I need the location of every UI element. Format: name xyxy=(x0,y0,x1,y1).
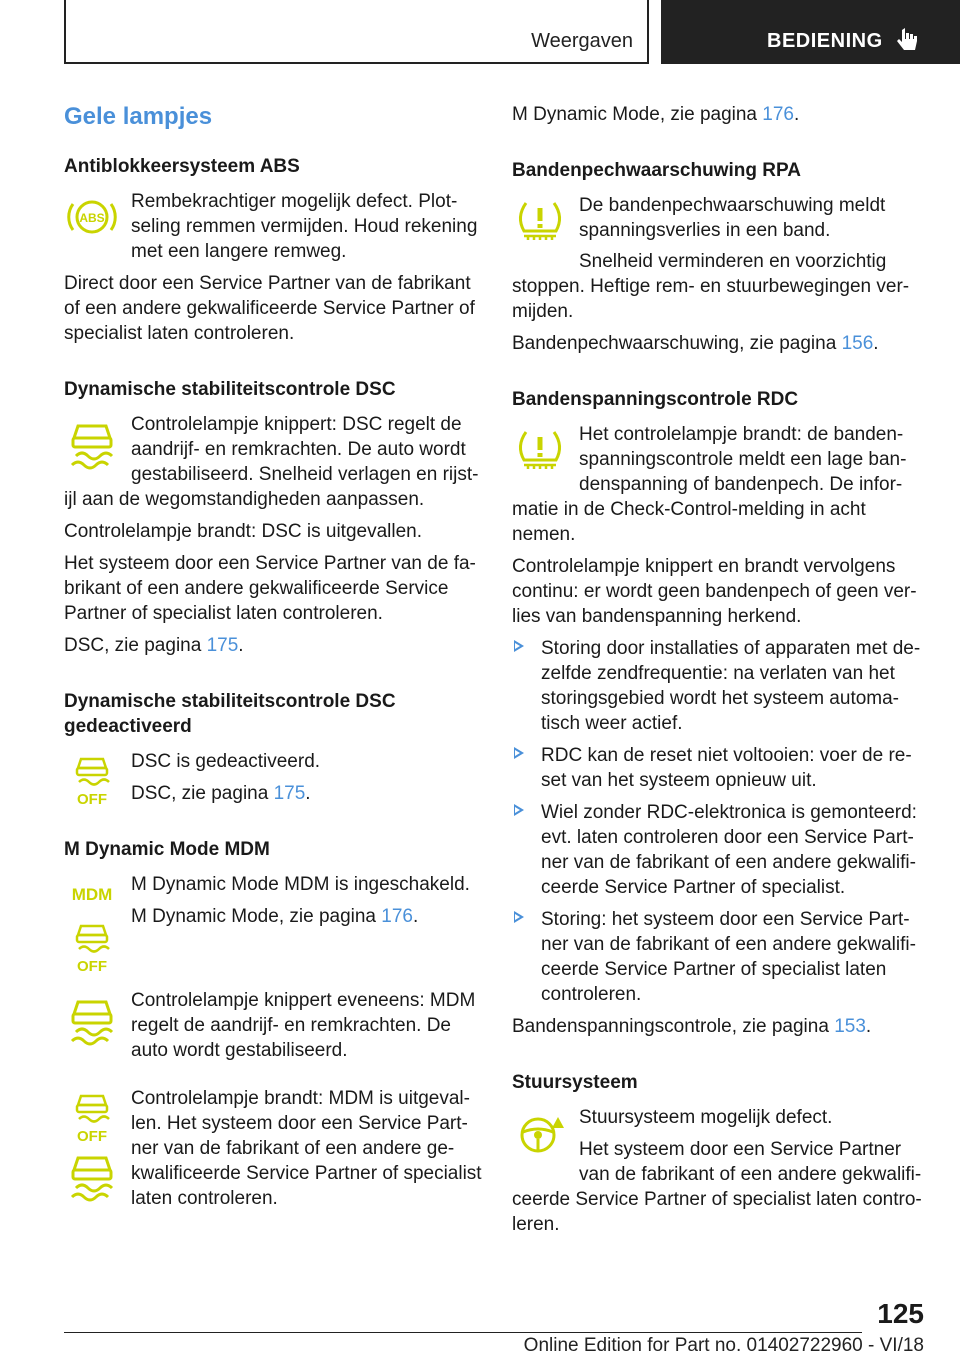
svg-text:MDM: MDM xyxy=(71,885,113,904)
rpa-text-1: De bandenpechwaarschuwing meldt spanningsverlies in een band. xyxy=(579,195,886,241)
mdm-reference-continued: M Dynamic Mode, zie pagina 176. xyxy=(512,104,800,125)
mdm-fail-block xyxy=(64,1086,482,1218)
dsc-off-icon xyxy=(72,1092,112,1144)
rdc-text: Het controlelampje brandt: de banden- spanningscontrole meldt een lage ban- denspanning of bandenpech. De infor- matie in de Check-Control-melding in acht nemen. xyxy=(512,424,907,545)
steer-heading: Stuursysteem xyxy=(512,1072,638,1093)
mdm-blink-block xyxy=(64,988,482,1070)
dsc-reference: DSC, zie pagina 175. xyxy=(64,635,244,656)
rpa-page-link[interactable]: 156 xyxy=(841,333,874,354)
abs-heading: Antiblokkeersysteem ABS xyxy=(64,156,300,177)
rpa-reference: Bandenpechwaarschuwing, zie pagina 156. xyxy=(512,333,879,354)
dsc-off-icon xyxy=(72,755,112,807)
steer-lamp-block xyxy=(512,1105,924,1244)
rpa-text-2: Snelheid verminderen en voorzichtig stoppen. Heftige rem- en stuurbewegingen ver- mijden. xyxy=(512,251,910,322)
footer-divider xyxy=(64,1332,862,1333)
rdc-page-link[interactable]: 153 xyxy=(834,1016,866,1037)
dsc-off-text: DSC is gedeactiveerd. xyxy=(131,751,321,772)
mdm-heading: M Dynamic Mode MDM xyxy=(64,839,270,860)
rdc-bullet-list xyxy=(512,636,924,1007)
dsc-off-heading: Dynamische stabiliteitscontrole DSC gedeactiveerd xyxy=(64,691,396,737)
page-number: 125 xyxy=(877,1298,924,1329)
mdm-fail-text: Controlelampje brandt: MDM is uitgeval- len. Het systeem door een Service Part- ner van de fabrikant of een andere ge- kwalificeerde Service Partner of specialist laten controleren. xyxy=(131,1088,482,1209)
mdm-icon xyxy=(64,878,120,910)
dsc-paragraph-2: Het systeem door een Service Partner van de fa- brikant of een andere gekwalificeerde Service Partner of specialist laten controleren. xyxy=(64,553,476,624)
dsc-page-link[interactable]: 175 xyxy=(206,635,239,656)
header-section: BEDIENING xyxy=(767,30,883,52)
abs-paragraph: Direct door een Service Partner van de fabrikant of een andere gekwalificeerde Service Partner of specialist laten controleren. xyxy=(64,273,475,344)
header-section-tab xyxy=(661,0,960,64)
header-chapter: Weergaven xyxy=(531,30,633,52)
dsc-paragraph-1: Controlelampje brandt: DSC is uitgevallen. xyxy=(64,521,423,542)
header-chapter-tab xyxy=(64,0,649,64)
section-title: Gele lampjes xyxy=(64,103,213,130)
rdc-paragraph-1: Controlelampje knippert en brandt vervolgens continu: er wordt geen bandenpech of geen ver- lies van bandenspanning herkend. xyxy=(512,556,917,627)
mdm-continued-page-link[interactable]: 176 xyxy=(762,104,794,125)
steer-text-1: Stuursysteem mogelijk defect. xyxy=(579,1107,833,1128)
mdm-page-link[interactable]: 176 xyxy=(381,906,413,927)
dsc-lamp-block xyxy=(64,412,482,519)
right-column xyxy=(512,102,924,1244)
dsc-off-page-link[interactable]: 175 xyxy=(273,783,306,804)
rdc-heading: Bandenspanningscontrole RDC xyxy=(512,389,799,410)
steering-warning-icon xyxy=(514,1111,566,1159)
footer-edition: Online Edition for Part no. 01402722960 - VI/18 xyxy=(523,1335,924,1356)
rdc-reference: Bandenspanningscontrole, zie pagina 153. xyxy=(512,1016,872,1037)
dsc-skid-car-icon xyxy=(68,1150,116,1202)
list-item: Wiel zonder RDC-elektronica is gemonteerd: evt. laten controleren door een Service Part- ner van de fabrikant of een andere gekwalifi- ceerde Service Partner of specialist. xyxy=(512,800,924,900)
left-column xyxy=(64,102,482,1218)
dsc-text: Controlelampje knippert: DSC regelt de aandrijf- en remkrachten. De auto wordt gestabiliseerd. Snelheid verlagen en rijst- ijl aan de wegomstandigheden aanpassen. xyxy=(64,414,479,510)
svg-text:OFF: OFF xyxy=(77,958,107,974)
list-item: Storing: het systeem door een Service Part- ner van de fabrikant of een andere gekwalifi- ceerde Service Partner of specialist laten controleren. xyxy=(512,907,924,1007)
mdm-reference: M Dynamic Mode, zie pagina 176. xyxy=(131,906,419,927)
svg-text:OFF: OFF xyxy=(77,1128,107,1144)
mdm-text: M Dynamic Mode MDM is ingeschakeld. xyxy=(131,874,470,895)
steer-text-2: Het systeem door een Service Partner van de fabrikant of een andere gekwalifi- ceerde Service Partner of specialist laten contro- leren. xyxy=(512,1139,922,1235)
mdm-lamp-block xyxy=(64,872,482,980)
rdc-lamp-block xyxy=(512,422,924,554)
abs-lamp-block xyxy=(64,189,482,271)
list-item: Storing door installaties of apparaten met de- zelfde zendfrequentie: na verlaten van het storingsgebied wordt het systeem automa- tisch weer actief. xyxy=(512,636,924,736)
tire-pressure-warning-icon xyxy=(514,428,566,474)
dsc-off-reference: DSC, zie pagina 175. xyxy=(131,783,311,804)
dsc-skid-car-icon xyxy=(68,994,116,1046)
svg-text:ABS: ABS xyxy=(79,211,105,225)
dsc-heading: Dynamische stabiliteitscontrole DSC xyxy=(64,379,396,400)
svg-text:OFF: OFF xyxy=(77,791,107,807)
mdm-blink-text: Controlelampje knippert eveneens: MDM regelt de aandrijf- en remkrachten. De auto wordt gestabiliseerd. xyxy=(131,990,476,1061)
hand-pointer-icon xyxy=(896,28,920,54)
rpa-heading: Bandenpechwaarschuwing RPA xyxy=(512,160,801,181)
rpa-lamp-block xyxy=(512,193,924,251)
tire-pressure-warning-icon xyxy=(514,199,566,245)
abs-warning-icon xyxy=(64,195,120,239)
dsc-off-lamp-block xyxy=(64,749,482,813)
abs-text: Rembekrachtiger mogelijk defect. Plot- seling remmen vermijden. Houd rekening met een langere remweg. xyxy=(131,191,478,262)
dsc-off-icon xyxy=(72,922,112,974)
list-item: RDC kan de reset niet voltooien: voer de re- set van het systeem opnieuw uit. xyxy=(512,743,924,793)
dsc-skid-car-icon xyxy=(68,418,116,470)
